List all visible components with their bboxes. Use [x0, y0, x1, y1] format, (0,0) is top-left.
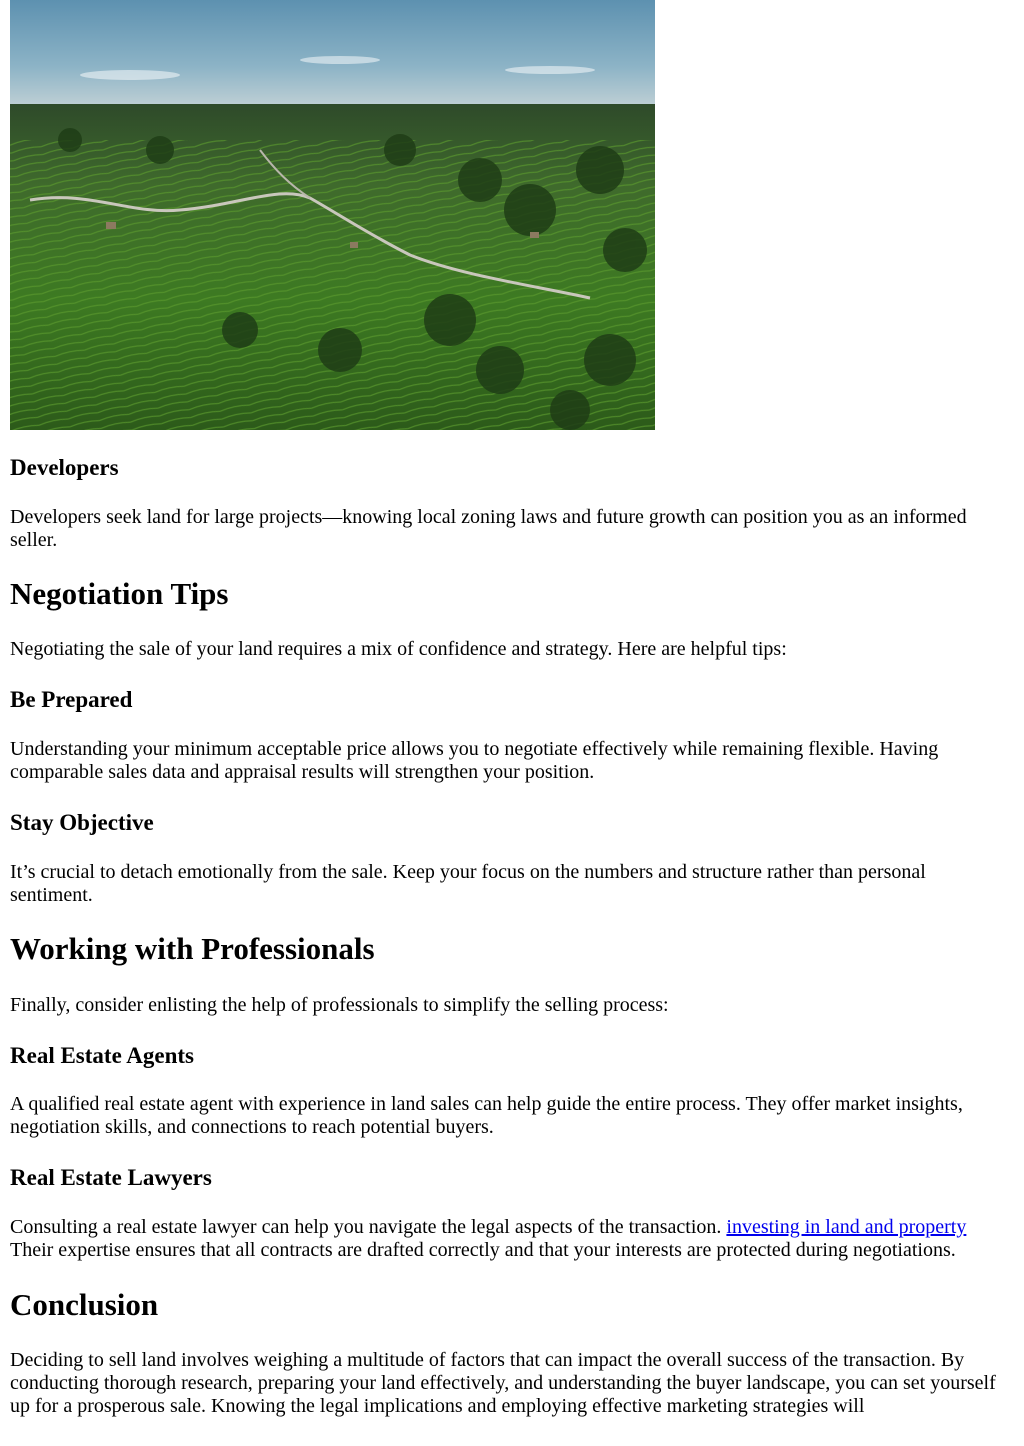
heading-stay-objective: Stay Objective	[10, 810, 154, 835]
paragraph-be-prepared: Understanding your minimum acceptable price allows you to negotiate effectively while remaining flexible. Having comparable sales data and appraisal results will strengthen your position.	[10, 738, 939, 783]
lawyers-text-after-link: Their expertise ensures that all contracts are drafted correctly and that your interests are protected during negotiations.	[10, 1239, 956, 1261]
heading-real-estate-agents: Real Estate Agents	[10, 1043, 194, 1068]
heading-real-estate-lawyers: Real Estate Lawyers	[10, 1165, 212, 1190]
heading-be-prepared: Be Prepared	[10, 687, 133, 712]
heading-negotiation-tips: Negotiation Tips	[10, 576, 229, 611]
heading-working-with-professionals: Working with Professionals	[10, 931, 375, 966]
paragraph-real-estate-lawyers	[10, 1216, 1010, 1262]
paragraph-developers: Developers seek land for large projects—knowing local zoning laws and future growth can position you as an informed seller.	[10, 506, 967, 551]
paragraph-negotiation-intro: Negotiating the sale of your land requires a mix of confidence and strategy. Here are helpful tips:	[10, 638, 787, 660]
paragraph-conclusion: Deciding to sell land involves weighing a multitude of factors that can impact the overall success of the transaction. By conducting thorough research, preparing your land effectively, and understanding the buyer landscape, you can set yourself up for a prosperous sale. Knowing the legal implications and employing effective marketing strategies will	[10, 1349, 996, 1417]
paragraph-real-estate-agents: A qualified real estate agent with experience in land sales can help guide the entire process. They offer market insights, negotiation skills, and connections to reach potential buyers.	[10, 1093, 963, 1138]
paragraph-stay-objective: It’s crucial to detach emotionally from the sale. Keep your focus on the numbers and structure rather than personal sentiment.	[10, 861, 926, 906]
investing-in-land-link[interactable]: investing in land and property	[726, 1216, 967, 1238]
heading-developers: Developers	[10, 455, 119, 480]
heading-conclusion: Conclusion	[10, 1287, 159, 1322]
paragraph-professionals-intro: Finally, consider enlisting the help of professionals to simplify the selling process:	[10, 994, 669, 1016]
lawyers-text-before-link: Consulting a real estate lawyer can help you navigate the legal aspects of the transaction.	[10, 1216, 727, 1238]
rice-terrace-photo	[10, 0, 655, 430]
hero-image	[10, 0, 1010, 430]
